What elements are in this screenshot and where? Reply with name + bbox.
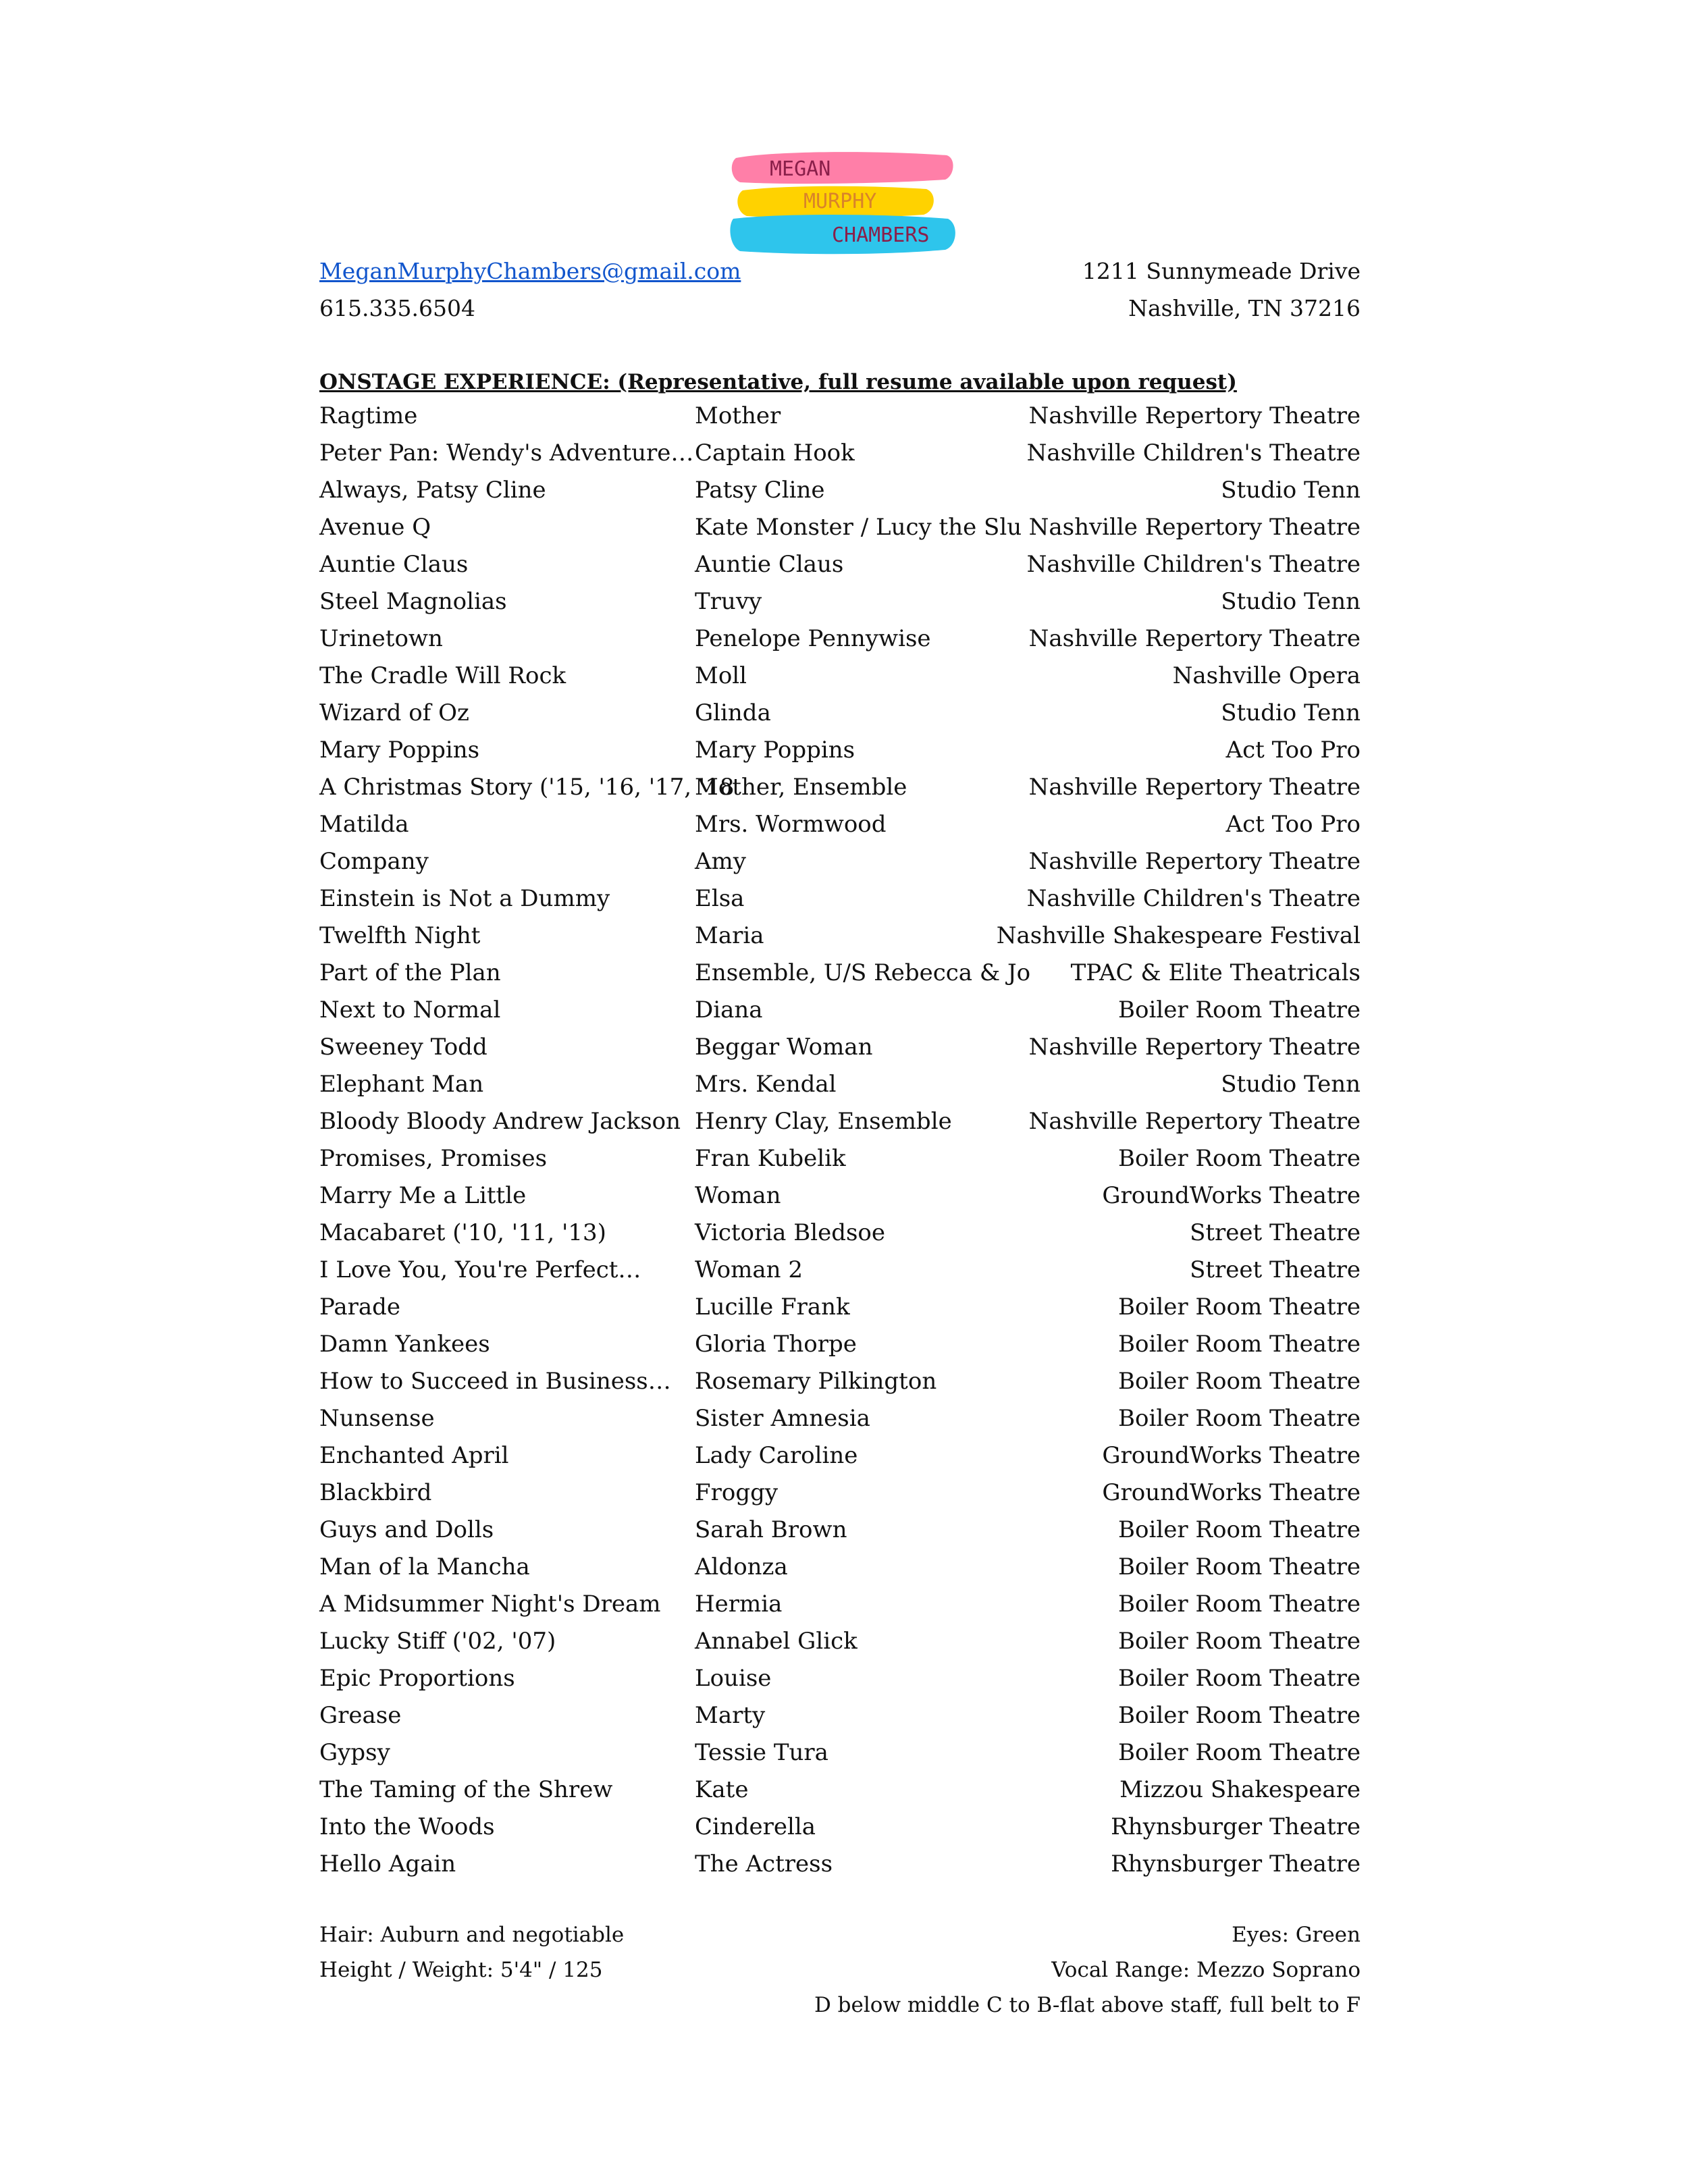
logo-line3: CHAMBERS	[832, 223, 930, 247]
credit-show: Twelfth Night	[319, 922, 481, 949]
credit-role: Lady Caroline	[695, 1442, 858, 1469]
credit-role: Kate Monster / Lucy the Slu	[695, 514, 1022, 541]
credit-theatre: Boiler Room Theatre	[1118, 1516, 1361, 1543]
credit-show: Part of the Plan	[319, 959, 501, 986]
credit-role: Mrs. Wormwood	[695, 811, 887, 838]
credit-role: Mary Poppins	[695, 737, 855, 764]
credit-theatre: Nashville Repertory Theatre	[1028, 774, 1361, 801]
credit-row	[319, 1739, 1361, 1776]
credit-theatre: Studio Tenn	[1221, 588, 1361, 615]
credit-row	[319, 514, 1361, 551]
credit-theatre: Boiler Room Theatre	[1118, 1294, 1361, 1321]
credit-theatre: Boiler Room Theatre	[1118, 1405, 1361, 1432]
credit-theatre: Nashville Children's Theatre	[1026, 551, 1361, 578]
credit-show: Peter Pan: Wendy's Adventure…	[319, 440, 694, 467]
credit-row	[319, 1145, 1361, 1182]
credit-theatre: Boiler Room Theatre	[1118, 1702, 1361, 1729]
credit-theatre: Boiler Room Theatre	[1118, 1665, 1361, 1692]
credit-row	[319, 477, 1361, 514]
credit-role: Victoria Bledsoe	[695, 1219, 885, 1246]
credit-theatre: Nashville Shakespeare Festival	[996, 922, 1361, 949]
credit-theatre: Studio Tenn	[1221, 1071, 1361, 1098]
credit-show: Epic Proportions	[319, 1665, 515, 1692]
credit-theatre: Boiler Room Theatre	[1118, 1368, 1361, 1395]
credit-show: Avenue Q	[319, 514, 431, 541]
credit-theatre: Boiler Room Theatre	[1118, 1331, 1361, 1358]
credit-theatre: Nashville Repertory Theatre	[1028, 514, 1361, 541]
credit-show: Sweeney Todd	[319, 1034, 487, 1061]
credit-row	[319, 1702, 1361, 1739]
city-state-zip: Nashville, TN 37216	[1128, 295, 1361, 321]
credit-role: Marty	[695, 1702, 766, 1729]
credit-row	[319, 959, 1361, 996]
credit-show: Macabaret ('10, '11, '13)	[319, 1219, 606, 1246]
credit-row	[319, 1219, 1361, 1256]
credit-role: Diana	[695, 996, 763, 1023]
credit-role: Truvy	[695, 588, 762, 615]
credit-show: Promises, Promises	[319, 1145, 548, 1172]
credit-row	[319, 1071, 1361, 1108]
credit-show: Man of la Mancha	[319, 1553, 530, 1580]
credit-row	[319, 1776, 1361, 1813]
credit-row	[319, 402, 1361, 440]
credit-row	[319, 1331, 1361, 1368]
credit-role: Hermia	[695, 1591, 783, 1618]
credit-row	[319, 1442, 1361, 1479]
logo	[731, 149, 957, 257]
credit-theatre: Street Theatre	[1190, 1256, 1361, 1283]
credit-row	[319, 737, 1361, 774]
credit-show: Wizard of Oz	[319, 699, 469, 726]
credit-row	[319, 1405, 1361, 1442]
credit-show: How to Succeed in Business…	[319, 1368, 671, 1395]
credit-row	[319, 885, 1361, 922]
credit-role: Gloria Thorpe	[695, 1331, 857, 1358]
credit-show: Parade	[319, 1294, 401, 1321]
credit-show: Into the Woods	[319, 1813, 495, 1840]
credit-role: Beggar Woman	[695, 1034, 873, 1061]
credit-theatre: Rhynsburger Theatre	[1111, 1813, 1361, 1840]
credit-show: Hello Again	[319, 1850, 456, 1877]
credit-show: Blackbird	[319, 1479, 432, 1506]
credit-show: I Love You, You're Perfect…	[319, 1256, 641, 1283]
vocal-range-info: Vocal Range: Mezzo Soprano	[1051, 1958, 1361, 1982]
credit-row	[319, 1553, 1361, 1591]
credit-theatre: Mizzou Shakespeare	[1119, 1776, 1361, 1803]
credit-row	[319, 1294, 1361, 1331]
credit-row	[319, 1479, 1361, 1516]
credit-theatre: Nashville Repertory Theatre	[1028, 402, 1361, 429]
credit-show: Marry Me a Little	[319, 1182, 527, 1209]
credit-theatre: Nashville Opera	[1172, 662, 1361, 689]
credit-theatre: Boiler Room Theatre	[1118, 1591, 1361, 1618]
credit-theatre: GroundWorks Theatre	[1102, 1182, 1361, 1209]
credit-theatre: Boiler Room Theatre	[1118, 1739, 1361, 1766]
credit-role: Rosemary Pilkington	[695, 1368, 937, 1395]
credit-theatre: Street Theatre	[1190, 1219, 1361, 1246]
credit-role: Mother, Ensemble	[695, 774, 907, 801]
credit-row	[319, 1628, 1361, 1665]
credit-show: A Midsummer Night's Dream	[319, 1591, 661, 1618]
credit-role: Henry Clay, Ensemble	[695, 1108, 952, 1135]
credit-show: Always, Patsy Cline	[319, 477, 546, 504]
credit-row	[319, 1368, 1361, 1405]
credit-role: Tessie Tura	[695, 1739, 828, 1766]
credit-theatre: GroundWorks Theatre	[1102, 1479, 1361, 1506]
credit-row	[319, 1591, 1361, 1628]
credit-show: Company	[319, 848, 429, 875]
credit-show: Elephant Man	[319, 1071, 484, 1098]
credit-role: Cinderella	[695, 1813, 816, 1840]
credit-role: Moll	[695, 662, 747, 689]
credit-role: Froggy	[695, 1479, 779, 1506]
credit-row	[319, 1256, 1361, 1294]
credit-row	[319, 922, 1361, 959]
credit-row	[319, 774, 1361, 811]
credit-row	[319, 699, 1361, 737]
credit-show: Gypsy	[319, 1739, 390, 1766]
credit-show: Guys and Dolls	[319, 1516, 494, 1543]
credit-role: Fran Kubelik	[695, 1145, 846, 1172]
eyes-info: Eyes: Green	[1232, 1923, 1361, 1947]
credit-row	[319, 1813, 1361, 1850]
phone-number: 615.335.6504	[319, 295, 475, 321]
credit-show: Matilda	[319, 811, 409, 838]
credit-role: Annabel Glick	[695, 1628, 858, 1655]
credit-theatre: Nashville Repertory Theatre	[1028, 625, 1361, 652]
credit-row	[319, 440, 1361, 477]
hair-info: Hair: Auburn and negotiable	[319, 1923, 625, 1947]
credit-theatre: Nashville Repertory Theatre	[1028, 1034, 1361, 1061]
credit-theatre: GroundWorks Theatre	[1102, 1442, 1361, 1469]
credit-show: Auntie Claus	[319, 551, 469, 578]
credit-role: Kate	[695, 1776, 749, 1803]
credit-row	[319, 588, 1361, 625]
credit-show: Urinetown	[319, 625, 443, 652]
email-link[interactable]: MeganMurphyChambers@gmail.com	[319, 258, 741, 284]
credit-theatre: Act Too Pro	[1225, 811, 1361, 838]
logo-line2: MURPHY	[803, 190, 877, 213]
credit-show: Bloody Bloody Andrew Jackson	[319, 1108, 681, 1135]
credit-role: Sarah Brown	[695, 1516, 847, 1543]
credit-role: Mrs. Kendal	[695, 1071, 837, 1098]
credit-row	[319, 848, 1361, 885]
street-address: 1211 Sunnymeade Drive	[1082, 258, 1361, 284]
logo-line1: MEGAN	[770, 157, 831, 181]
credit-role: The Actress	[695, 1850, 833, 1877]
credit-role: Auntie Claus	[695, 551, 844, 578]
credit-row	[319, 1182, 1361, 1219]
credit-show: Next to Normal	[319, 996, 501, 1023]
credit-theatre: Boiler Room Theatre	[1118, 1553, 1361, 1580]
credit-show: Nunsense	[319, 1405, 435, 1432]
credit-row	[319, 996, 1361, 1034]
section-heading: ONSTAGE EXPERIENCE: (Representative, full resume available upon request)	[319, 370, 1237, 394]
credit-theatre: Boiler Room Theatre	[1118, 1145, 1361, 1172]
credit-theatre: Nashville Children's Theatre	[1026, 440, 1361, 467]
credit-row	[319, 551, 1361, 588]
credit-theatre: Nashville Repertory Theatre	[1028, 1108, 1361, 1135]
credit-role: Mother	[695, 402, 781, 429]
credit-role: Louise	[695, 1665, 772, 1692]
credit-role: Captain Hook	[695, 440, 855, 467]
credit-row	[319, 625, 1361, 662]
credit-row	[319, 811, 1361, 848]
credit-show: Damn Yankees	[319, 1331, 490, 1358]
credit-theatre: Act Too Pro	[1225, 737, 1361, 764]
credit-show: The Taming of the Shrew	[319, 1776, 613, 1803]
credit-show: A Christmas Story ('15, '16, '17, '18	[319, 774, 735, 801]
credit-theatre: Studio Tenn	[1221, 477, 1361, 504]
credit-role: Sister Amnesia	[695, 1405, 870, 1432]
credit-show: Lucky Stiff ('02, '07)	[319, 1628, 556, 1655]
credit-role: Patsy Cline	[695, 477, 825, 504]
credit-show: Steel Magnolias	[319, 588, 507, 615]
credit-row	[319, 1665, 1361, 1702]
credit-role: Lucille Frank	[695, 1294, 850, 1321]
credit-row	[319, 1034, 1361, 1071]
credit-role: Maria	[695, 922, 764, 949]
range-detail-info: D below middle C to B-flat above staff, full belt to F	[814, 1993, 1361, 2017]
credits-table	[319, 402, 1361, 1888]
credit-theatre: Studio Tenn	[1221, 699, 1361, 726]
credit-theatre: Boiler Room Theatre	[1118, 1628, 1361, 1655]
credit-role: Elsa	[695, 885, 745, 912]
credit-role: Woman 2	[695, 1256, 803, 1283]
credit-row	[319, 662, 1361, 699]
credit-theatre: Rhynsburger Theatre	[1111, 1850, 1361, 1877]
credit-role: Glinda	[695, 699, 771, 726]
credit-theatre: Boiler Room Theatre	[1118, 996, 1361, 1023]
credit-show: Mary Poppins	[319, 737, 480, 764]
credit-show: The Cradle Will Rock	[319, 662, 566, 689]
credit-theatre: Nashville Children's Theatre	[1026, 885, 1361, 912]
credit-role: Woman	[695, 1182, 781, 1209]
credit-role: Amy	[695, 848, 747, 875]
credit-row	[319, 1516, 1361, 1553]
credit-theatre: TPAC & Elite Theatricals	[1070, 959, 1361, 986]
credit-show: Einstein is Not a Dummy	[319, 885, 610, 912]
credit-show: Grease	[319, 1702, 402, 1729]
credit-row	[319, 1850, 1361, 1888]
credit-role: Penelope Pennywise	[695, 625, 931, 652]
credit-show: Enchanted April	[319, 1442, 509, 1469]
credit-role: Ensemble, U/S Rebecca & Jo	[695, 959, 1031, 986]
credit-row	[319, 1108, 1361, 1145]
height-weight-info: Height / Weight: 5'4" / 125	[319, 1958, 603, 1982]
credit-role: Aldonza	[695, 1553, 788, 1580]
credit-theatre: Nashville Repertory Theatre	[1028, 848, 1361, 875]
credit-show: Ragtime	[319, 402, 418, 429]
